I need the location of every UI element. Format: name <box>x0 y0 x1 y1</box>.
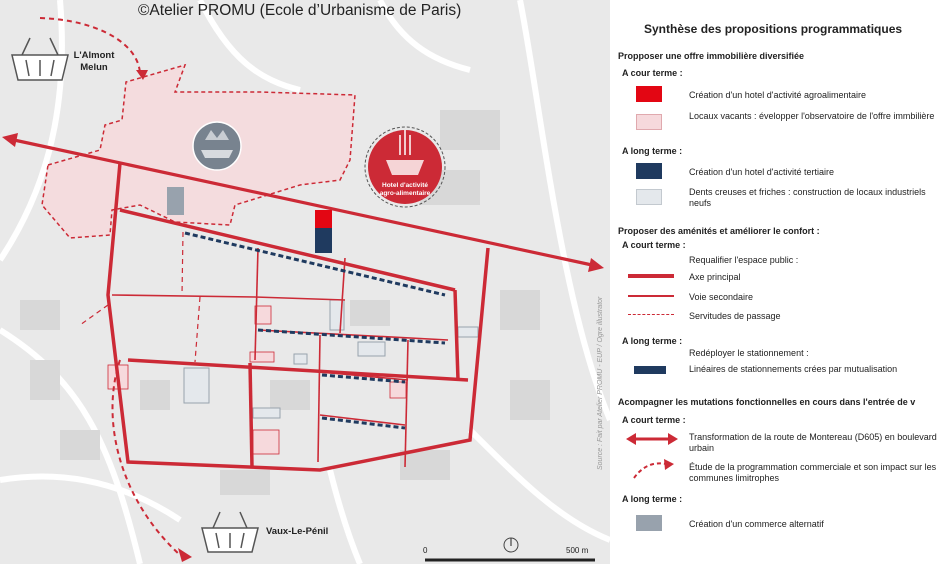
image-credit: ©Atelier PROMU (Ecole d’Urbanisme de Paris) <box>138 2 462 19</box>
legend-line-servitude <box>628 314 674 315</box>
place-label-vaux: Vaux-Le-Pénil <box>266 526 329 537</box>
legend-long-term-1: A long terme : <box>622 146 683 156</box>
legend-sub-parking: Redéployer le stationnement : <box>689 348 809 358</box>
legend-item-secondary: Voie secondaire <box>689 292 754 302</box>
agrofood-hotel-parcel <box>315 210 332 228</box>
legend-swatch-pink <box>636 114 662 130</box>
legend-item-main-axis: Axe principal <box>689 272 741 282</box>
legend-line-main-axis <box>628 274 674 278</box>
legend-swatch-light-grey <box>636 189 662 205</box>
legend-item-boulevard: Transformation de la route de Montereau (D605) en boulevard urbain <box>689 432 937 453</box>
legend-long-term-3: A long terme : <box>622 494 683 504</box>
legend-title: Synthèse des propositions programmatiques <box>644 22 903 36</box>
legend-swatch-parking <box>634 366 666 374</box>
arrow-head-south <box>178 548 192 562</box>
legend-short-term-1: A cour terme : <box>622 68 683 78</box>
scale-zero: 0 <box>423 546 428 555</box>
place-label-almont: L'Almont Melun <box>73 50 115 73</box>
legend-short-term-2: A court terme : <box>622 240 686 250</box>
passage-servitudes <box>80 232 200 362</box>
legend-item-agrofood-hotel: Création d'un hotel d'activité agroalimentaire <box>689 90 867 100</box>
scale-max: 500 m <box>566 546 589 555</box>
legend-sub-public-space: Requalifier l'espace public : <box>689 255 799 265</box>
legend-dashed-arrow-icon <box>630 456 676 482</box>
legend-item-servitude: Servitudes de passage <box>689 311 781 321</box>
legend-item-alternative-commerce: Création d'un commerce alternatif <box>689 519 824 529</box>
north-arrow-icon <box>504 538 518 552</box>
legend-panel <box>612 0 947 564</box>
legend-short-term-3: A court terme : <box>622 415 686 425</box>
legend-double-arrow-icon <box>626 432 678 446</box>
legend-line-secondary <box>628 295 674 297</box>
legend-item-vacant-premises: Locaux vacants : évelopper l'observatoire de l'offre immbilière <box>689 111 935 121</box>
legend-swatch-bright-red <box>636 86 662 102</box>
red-badge-label: Hotel d'activité agro-alimentaire <box>379 182 431 197</box>
legend-section-amenities: Proposer des aménités et améliorer le confort : <box>618 226 820 236</box>
tertiary-hotel-parcel <box>315 228 332 253</box>
grey-hotel-badge <box>193 122 241 170</box>
legend-swatch-navy <box>636 163 662 179</box>
legend-item-commerce-study: Étude de la programmation commerciale et son impact sur les communes limitrophes <box>689 462 937 483</box>
legend-swatch-grey <box>636 515 662 531</box>
legend-item-tertiary-hotel: Création d'un hotel d'activité tertiaire <box>689 167 835 177</box>
source-note: Source : Fait par Atelier PROMU - EUP / Ogre illustrator <box>597 296 604 470</box>
legend-item-vacant-lots: Dents creuses et friches : construction de locaux industriels neufs <box>689 187 926 208</box>
secondary-streets <box>112 248 448 467</box>
legend-section-mutations: Acompagner les mutations fonctionnelles en cours dans l'entrée de v <box>618 397 916 407</box>
legend-long-term-2: A long terme : <box>622 336 683 346</box>
basket-icon-vaux <box>202 512 258 552</box>
legend-item-parking: Linéaires de stationnements crées par mutualisation <box>689 364 898 374</box>
legend-section-real-estate: Propposer une offre immobilière diversifiée <box>618 51 805 61</box>
